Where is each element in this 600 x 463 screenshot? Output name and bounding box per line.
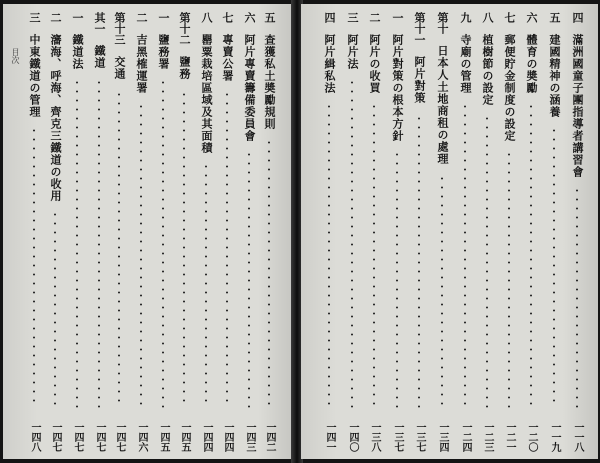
toc-entry-number: 第十一 <box>413 12 426 45</box>
toc-entry-number: 五 <box>548 12 561 23</box>
toc-entry-page: 一四五 <box>179 422 190 452</box>
toc-entry-page: 一一九 <box>549 422 560 452</box>
toc-entry-number: 四 <box>323 12 336 23</box>
toc-entry-title: 鹽務 <box>178 56 191 80</box>
toc-entry-title: 交通 <box>113 56 126 80</box>
leader-dots <box>441 174 443 408</box>
toc-entry-title: 瀋海、呼海、齊克三鐵道の收用 <box>49 34 62 202</box>
toc-entry <box>432 12 452 452</box>
leader-dots <box>205 162 207 408</box>
leader-dots <box>328 102 330 408</box>
leader-dots <box>54 210 56 408</box>
toc-entry-page: 一四八 <box>29 422 40 452</box>
toc-entry-title: 查獲私土奬勵規則 <box>263 34 276 130</box>
toc-entry-page: 一三八 <box>369 422 380 452</box>
toc-entry-number: 第十 <box>436 12 449 34</box>
leader-dots <box>98 78 100 408</box>
leader-dots <box>553 126 555 408</box>
leader-dots <box>140 102 142 408</box>
toc-entry-number: 七 <box>221 12 234 23</box>
toc-entry-page: 一四七 <box>50 422 61 452</box>
toc-entry-number: 三 <box>346 12 359 23</box>
toc-entry-title: 阿片の收買 <box>368 34 381 94</box>
toc-entry-page: 一三四 <box>437 422 448 452</box>
toc-entry-title: 鐵道 <box>93 45 106 69</box>
toc-entry <box>24 12 44 452</box>
leader-dots <box>373 102 375 408</box>
leader-dots <box>530 102 532 408</box>
toc-entry <box>499 12 519 452</box>
toc-entry <box>89 12 109 452</box>
toc-entry-number: 三 <box>28 12 41 23</box>
toc-entry-number: 六 <box>243 12 256 23</box>
leader-dots <box>118 90 120 408</box>
toc-entry-title: 罌粟栽培區域及其面積 <box>200 34 213 154</box>
toc-entry-title: 鐵道法 <box>71 34 84 70</box>
toc-entry-number: 第十二 <box>178 12 191 45</box>
toc-entry-title: 阿片對策 <box>413 56 426 104</box>
toc-entry <box>67 12 87 452</box>
toc-entry <box>387 12 407 452</box>
toc-entry <box>109 12 129 452</box>
leader-dots <box>162 78 164 408</box>
leader-dots <box>76 78 78 408</box>
toc-entry <box>319 12 339 452</box>
toc-entry-page: 一三七 <box>414 422 425 452</box>
toc-entry <box>131 12 151 452</box>
toc-entry <box>196 12 216 452</box>
toc-entry <box>567 12 587 452</box>
toc-entry-number: 九 <box>459 12 472 23</box>
toc-entry-page: 一四六 <box>136 422 147 452</box>
toc-entry <box>153 12 173 452</box>
toc-entry <box>521 12 541 452</box>
leader-dots <box>576 186 578 408</box>
toc-entry-page: 一四三 <box>244 422 255 452</box>
toc-entry-number: 一 <box>391 12 404 23</box>
right-page <box>301 4 598 459</box>
toc-entry-title: 寺廟の管理 <box>459 34 472 94</box>
toc-entry-title: 體育の奬勵 <box>525 34 538 94</box>
toc-entry-page: 一四七 <box>114 422 125 452</box>
toc-entry-page: 一一八 <box>572 422 583 452</box>
toc-entry <box>477 12 497 452</box>
toc-entry-number: 二 <box>368 12 381 23</box>
toc-entry <box>455 12 475 452</box>
leader-dots <box>33 126 35 408</box>
left-page <box>3 4 293 459</box>
toc-entry <box>239 12 259 452</box>
leader-dots <box>486 114 488 408</box>
toc-entry-number: 其一 <box>93 12 106 34</box>
toc-entry-title: 中東鐵道の管理 <box>28 34 41 118</box>
toc-entry-title: 植樹節の設定 <box>481 34 494 106</box>
toc-entry-number: 一 <box>157 12 170 23</box>
toc-entry-number: 一 <box>71 12 84 23</box>
toc-entry-page: 一二四 <box>460 422 471 452</box>
toc-entry-page: 一四二 <box>264 422 275 452</box>
toc-entry-title: 阿片對策の根本方針 <box>391 34 404 142</box>
leader-dots <box>248 150 250 408</box>
toc-entry-page: 一四〇 <box>347 422 358 452</box>
toc-entry <box>364 12 384 452</box>
toc-entry-page: 一三七 <box>392 422 403 452</box>
toc-entry-page: 一四七 <box>94 422 105 452</box>
toc-entry-title: 阿片專賣籌備委員會 <box>243 34 256 142</box>
toc-entry-title: 鹽務署 <box>157 34 170 70</box>
toc-entry-page: 一四五 <box>158 422 169 452</box>
toc-entry-number: 四 <box>571 12 584 23</box>
toc-entry-page: 一四四 <box>222 422 233 452</box>
toc-entry-number: 二 <box>49 12 62 23</box>
toc-entry <box>409 12 429 452</box>
toc-entry-number: 八 <box>481 12 494 23</box>
toc-entry-title: 郵便貯金制度の設定 <box>503 34 516 142</box>
toc-entry-page: 一四一 <box>324 422 335 452</box>
toc-entry <box>45 12 65 452</box>
toc-entry-title: 日本人土地商租の處理 <box>436 45 449 165</box>
leader-dots <box>226 90 228 408</box>
toc-entry-page: 一四四 <box>201 422 212 452</box>
toc-entry-page: 一二三 <box>482 422 493 452</box>
toc-entry-title: 建國精神の涵養 <box>548 34 561 118</box>
leader-dots <box>508 150 510 408</box>
toc-entry <box>544 12 564 452</box>
toc-entry-page: 一二〇 <box>526 422 537 452</box>
leader-dots <box>268 138 270 408</box>
toc-entry <box>174 12 194 452</box>
toc-entry-page: 一二一 <box>504 422 515 452</box>
toc-entry-title: 阿片緝私法 <box>323 34 336 94</box>
toc-entry-number: 第十三 <box>113 12 126 45</box>
leader-dots <box>418 114 420 408</box>
toc-entry <box>217 12 237 452</box>
toc-entry-title: 阿片法 <box>346 34 359 70</box>
toc-entry <box>342 12 362 452</box>
toc-entry-title: 專賣公署 <box>221 34 234 82</box>
toc-entry-number: 六 <box>525 12 538 23</box>
toc-entry-number: 八 <box>200 12 213 23</box>
leader-dots <box>396 150 398 408</box>
leader-dots <box>351 78 353 408</box>
toc-entry <box>259 12 279 452</box>
toc-entry-page: 一四七 <box>72 422 83 452</box>
page-margin-note: 目次 <box>11 48 20 64</box>
leader-dots <box>464 102 466 408</box>
toc-entry-number: 七 <box>503 12 516 23</box>
toc-entry-title: 滿洲國童子團指導者講習會 <box>571 34 584 178</box>
toc-entry-title: 吉黑榷運署 <box>135 34 148 94</box>
toc-entry-number: 二 <box>135 12 148 23</box>
leader-dots <box>183 90 185 408</box>
toc-entry-number: 五 <box>263 12 276 23</box>
